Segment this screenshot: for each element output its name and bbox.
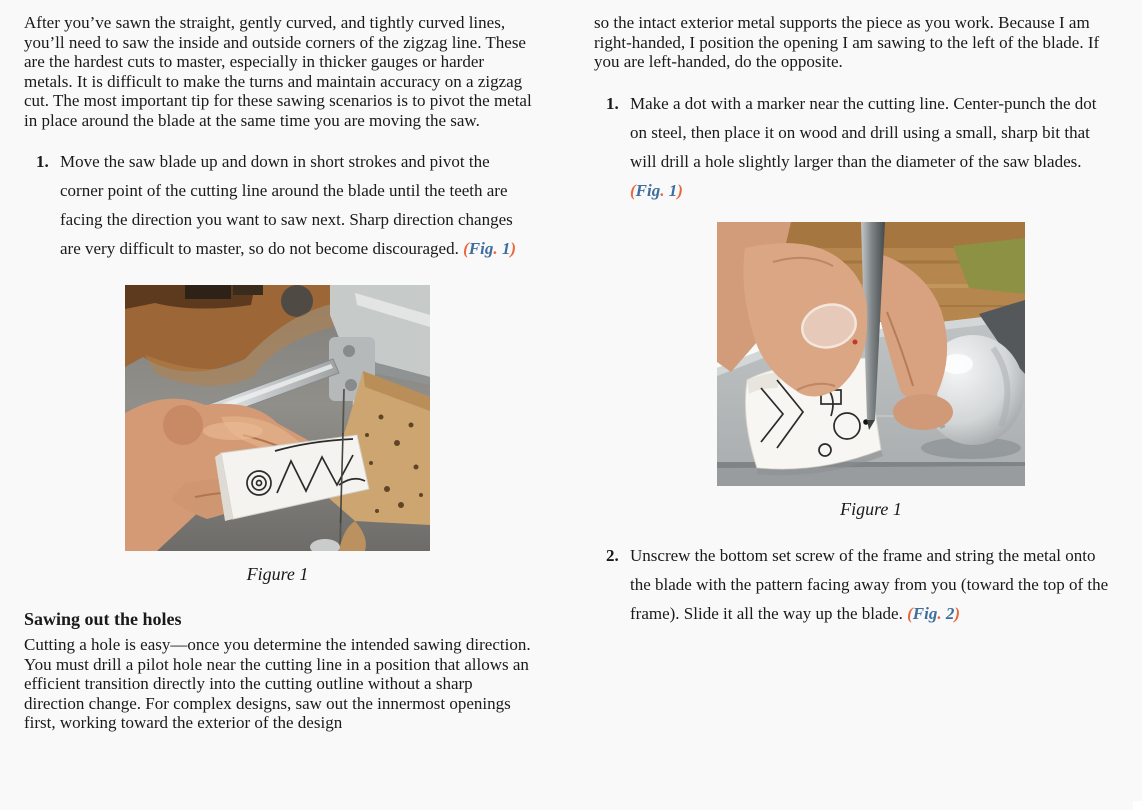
step-list bbox=[594, 89, 1113, 205]
figure-1-punch-photo bbox=[717, 222, 1025, 519]
step-list bbox=[24, 147, 536, 263]
left-column bbox=[24, 0, 536, 733]
figure-caption: Figure 1 bbox=[246, 564, 309, 584]
step-number: 2. bbox=[606, 545, 619, 565]
figure-caption: Figure 1 bbox=[840, 498, 902, 519]
intro-paragraph: After you’ve sawn the straight, gently curved, and tightly curved lines, you’ll need to saw the inside and outside corners of the zigzag line. These are the hardest cuts to master, especially in thicker gauges or harder metals. It is difficult to make the turns and maintain accuracy on a zigzag cut. The most important tip for these sawing scenarios is to pivot the metal in place around the blade at the same time you are moving the saw. bbox=[24, 13, 532, 130]
section-paragraph: Cutting a hole is easy—once you determine the intended sawing direction. You must drill a pilot hole near the cutting line in a position that allows an efficient transition directly into the cutting outline without a sharp direction change. For complex designs, saw out the innermost openings first, working toward the exterior of the design bbox=[24, 635, 531, 732]
center-punch-photo-illustration bbox=[717, 222, 1025, 486]
step-item-1 bbox=[594, 89, 1113, 205]
figure-1-link[interactable]: (Fig. 1) bbox=[463, 239, 517, 258]
figure-1-link[interactable]: (Fig. 1) bbox=[630, 180, 683, 200]
scrollbar-corner bbox=[1133, 801, 1142, 810]
step-item-2 bbox=[594, 541, 1113, 628]
step-list bbox=[594, 541, 1113, 628]
step-item-1 bbox=[24, 147, 536, 263]
step-text: Move the saw blade up and down in short strokes and pivot the corner point of the cutting line around the blade until the teeth are facing the direction you want to saw next. Sharp direction changes are very difficult to master, so do not become discouraged. bbox=[60, 152, 513, 258]
step-number: 1. bbox=[36, 152, 49, 171]
continued-paragraph: so the intact exterior metal supports the piece as you work. Because I am right-handed, I position the opening I am sawing to the left of the blade. If you are left-handed, do the opposite. bbox=[594, 13, 1100, 71]
section-heading: Sawing out the holes bbox=[24, 609, 182, 629]
figure-1-sawing-photo bbox=[125, 285, 430, 584]
step-text: Unscrew the bottom set screw of the frame and string the metal onto the blade with the pattern facing away from you (toward the top of the frame). Slide it all the way up the blade. bbox=[630, 545, 1109, 623]
right-column bbox=[594, 0, 1113, 628]
step-text: Make a dot with a marker near the cutting line. Center-punch the dot on steel, then place it on wood and drill using a small, sharp bit that will drill a hole slightly larger than the diameter of the saw blades. bbox=[630, 93, 1097, 171]
sawing-photo-illustration bbox=[125, 285, 430, 551]
figure-2-link[interactable]: (Fig. 2) bbox=[907, 603, 961, 623]
step-number: 1. bbox=[606, 93, 619, 113]
